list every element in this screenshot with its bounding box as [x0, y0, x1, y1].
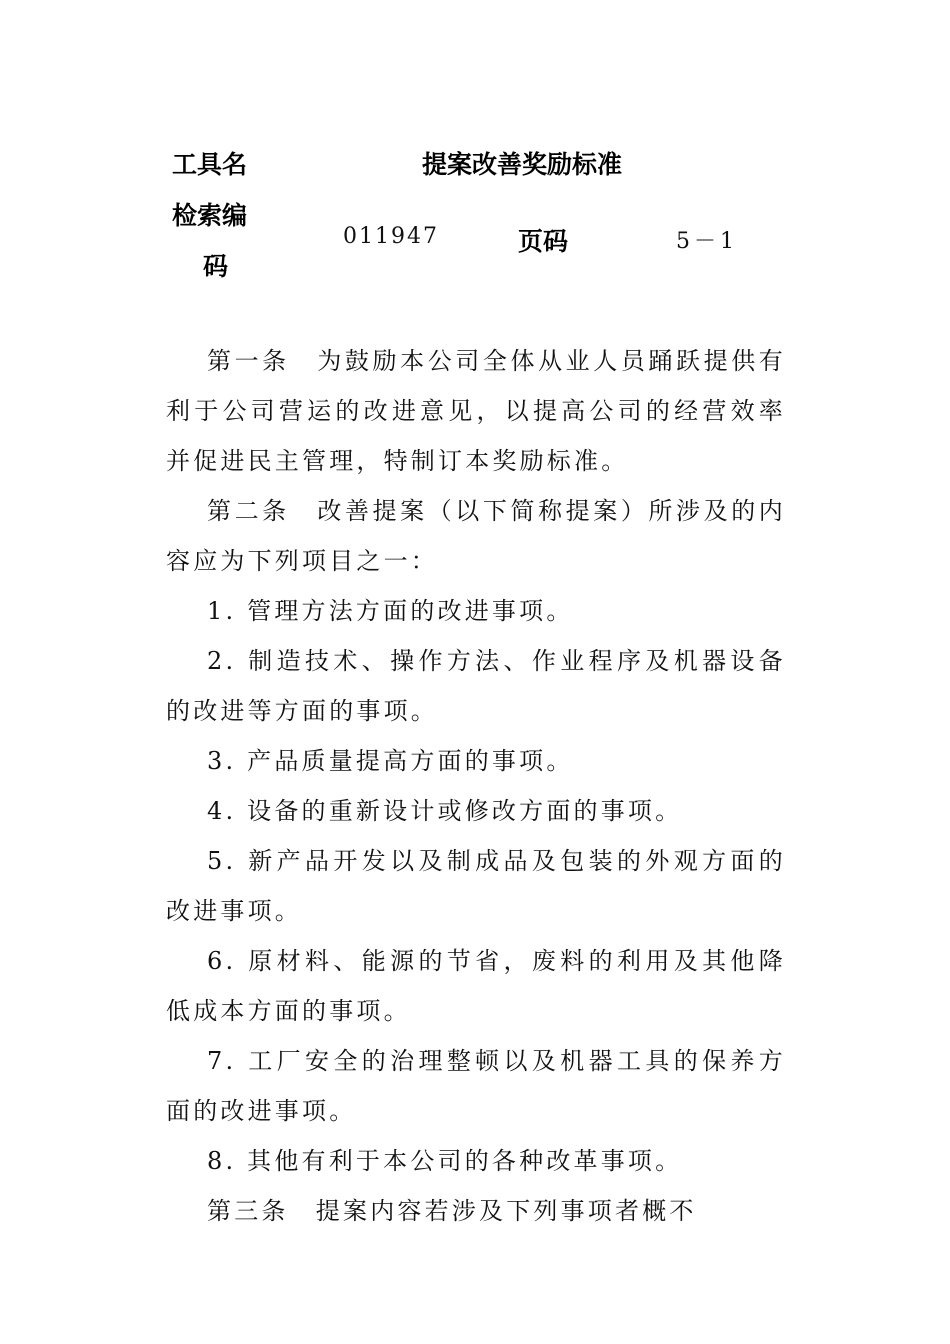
list-item: 6. 原材料、能源的节省，废料的利用及其他降低成本方面的事项。	[166, 947, 786, 1025]
page-label: 页码	[518, 227, 569, 256]
list-item: 7. 工厂安全的治理整顿以及机器工具的保养方面的改进事项。	[166, 1047, 786, 1125]
list-item: 2. 制造技术、操作方法、作业程序及机器设备的改进等方面的事项。	[166, 647, 786, 725]
document-body	[166, 336, 786, 1236]
search-code-label-cont: 码	[203, 252, 229, 281]
paragraph-article-2: 第二条 改善提案（以下简称提案）所涉及的内容应为下列项目之一：	[166, 497, 786, 575]
tool-name-label: 工具名	[172, 150, 248, 179]
search-code-label: 检索编	[172, 201, 248, 230]
list-item: 3. 产品质量提高方面的事项。	[207, 747, 574, 775]
list-item: 5. 新产品开发以及制成品及包装的外观方面的改进事项。	[166, 847, 786, 925]
list-item: 8. 其他有利于本公司的各种改革事项。	[207, 1147, 683, 1175]
paragraph-article-3: 第三条 提案内容若涉及下列事项者概不	[207, 1197, 697, 1225]
list-item: 1. 管理方法方面的改进事项。	[207, 597, 574, 625]
paragraph-article-1: 第一条 为鼓励本公司全体从业人员踊跃提供有利于公司营运的改进意见，以提高公司的经营效率并促进民主管理，特制订本奖励标准。	[166, 347, 786, 475]
page-number: 5－1	[676, 229, 738, 254]
search-code-value: 011947	[343, 224, 439, 249]
document-title: 提案改善奖励标准	[422, 150, 623, 179]
list-item: 4. 设备的重新设计或修改方面的事项。	[207, 797, 683, 825]
